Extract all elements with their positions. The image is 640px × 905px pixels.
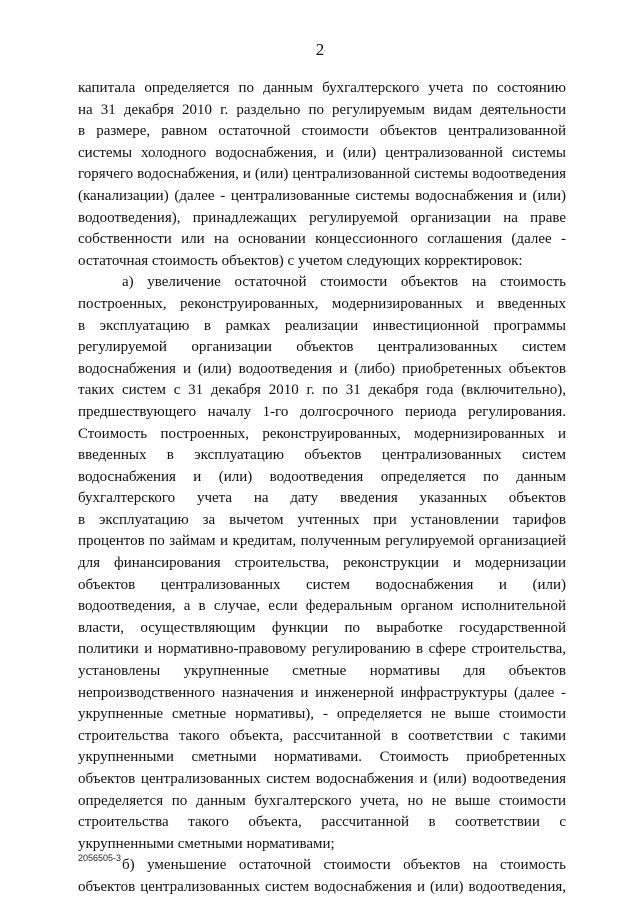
text-line: политики и нормативно-правовому регулированию в сфере строительства, bbox=[78, 641, 566, 658]
text-line: в эксплуатацию в рамках реализации инвестиционной программы bbox=[78, 317, 566, 334]
text-line: объектов централизованных систем водоснабжения и (или) водоотведения, bbox=[78, 878, 566, 895]
text-line: водоснабжения и (или) водоотведения определяется по данным bbox=[78, 468, 566, 485]
text-line: определяется по данным бухгалтерского учета, но не выше стоимости bbox=[78, 792, 566, 809]
text-line: власти, осуществляющим функции по выработке государственной bbox=[78, 619, 566, 636]
text-line: собственности или на основании концессионного соглашения (далее - bbox=[78, 231, 566, 248]
text-line: в эксплуатацию за вычетом учтенных при установлении тарифов bbox=[78, 511, 566, 528]
text-line: бухгалтерского учета на дату введения указанных объектов bbox=[78, 490, 566, 507]
text-line: укрупненными сметными нормативами. Стоимость приобретенных bbox=[78, 749, 566, 766]
text-line: водоотведения, а в случае, если федеральным органом исполнительной bbox=[78, 598, 566, 615]
text-line: объектов централизованных систем водоснабжения и (или) водоотведения bbox=[78, 771, 566, 787]
text-line: (канализации) (далее - централизованные системы водоснабжения и (или) bbox=[78, 187, 566, 204]
text-line: непроизводственного назначения и инженерной инфраструктуры (далее - bbox=[78, 684, 566, 701]
text-line: в размере, равном остаточной стоимости объектов централизованной bbox=[78, 123, 566, 140]
text-line: капитала определяется по данным бухгалтерского учета по состоянию bbox=[78, 80, 566, 96]
text-line: предшествующего началу 1-го долгосрочного периода регулирования. bbox=[78, 403, 566, 420]
text-line: построенных, реконструированных, модернизированных и введенных bbox=[78, 295, 566, 312]
text-line: а) увеличение остаточной стоимости объектов на стоимость bbox=[122, 274, 566, 291]
text-line: для финансирования строительства, реконструкции и модернизации bbox=[78, 555, 566, 572]
text-line: строительства такого объекта, рассчитанной в соответствии с bbox=[78, 814, 566, 831]
text-line: укрупненными сметными нормативами; bbox=[78, 835, 335, 852]
document-body bbox=[78, 78, 566, 899]
page-number: 2 bbox=[315, 40, 325, 59]
text-line: горячего водоснабжения, и (или) централизованной системы водоотведения bbox=[78, 166, 566, 183]
text-line: на 31 декабря 2010 г. раздельно по регулируемым видам деятельности bbox=[78, 101, 566, 118]
text-line: введенных в эксплуатацию объектов централизованных систем bbox=[78, 447, 566, 464]
text-line: остаточная стоимость объектов) с учетом следующих корректировок: bbox=[78, 252, 523, 269]
text-line: объектов централизованных систем водоснабжения и (или) bbox=[78, 576, 566, 593]
text-line: регулируемой организации объектов централизованных систем bbox=[78, 339, 566, 356]
text-line: таких систем с 31 декабря 2010 г. по 31 декабря года (включительно), bbox=[78, 382, 566, 399]
text-line: б) уменьшение остаточной стоимости объектов на стоимость bbox=[122, 857, 566, 874]
text-line: водоснабжения и (или) водоотведения и (либо) приобретенных объектов bbox=[78, 360, 566, 377]
text-line: строительства такого объекта, рассчитанной в соответствии с такими bbox=[78, 727, 566, 744]
text-line: Стоимость построенных, реконструированных, модернизированных и bbox=[78, 425, 566, 442]
document-code: 2056505-3 bbox=[78, 853, 122, 863]
text-line: укрупненные сметные нормативы), - определяется не выше стоимости bbox=[78, 706, 566, 723]
text-line: установлены укрупненные сметные нормативы для объектов bbox=[78, 663, 566, 680]
text-line: водоотведения), принадлежащих регулируемой организации на праве bbox=[78, 209, 566, 226]
text-line: процентов по займам и кредитам, полученным регулируемой организацией bbox=[78, 533, 566, 550]
text-line: системы холодного водоснабжения, и (или) централизованной системы bbox=[78, 144, 566, 161]
